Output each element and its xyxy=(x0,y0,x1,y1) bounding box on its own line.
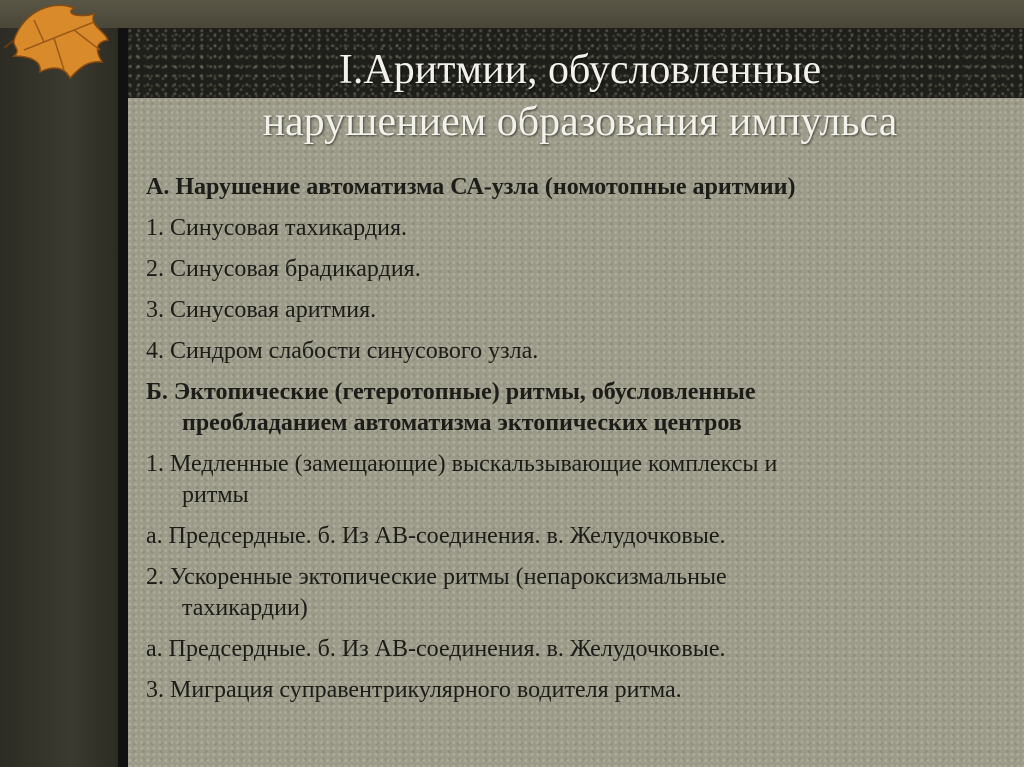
list-item xyxy=(146,213,1006,244)
slide-body xyxy=(146,172,1006,716)
top-strip xyxy=(0,0,1024,28)
list-item-continuation: тахикардии) xyxy=(182,595,308,621)
list-item xyxy=(146,254,1006,285)
list-item-text: 1. Синусовая тахикардия. xyxy=(146,215,408,241)
list-item-text: 1. Медленные (замещающие) выскальзывающие комплексы и xyxy=(146,451,778,477)
list-item-text: а. Предсердные. б. Из АВ-соединения. в. Желудочковые. xyxy=(146,523,726,549)
list-item xyxy=(146,336,1006,367)
list-item xyxy=(146,521,1006,552)
list-item-text: А. Нарушение автоматизма СА-узла (номотопные аритмии) xyxy=(146,174,796,200)
list-item-continuation: преобладанием автоматизма эктопических центров xyxy=(182,410,742,436)
slide-title xyxy=(140,44,1020,148)
list-item-text: а. Предсердные. б. Из АВ-соединения. в. Желудочковые. xyxy=(146,636,726,662)
title-line-1: I.Аритмии, обусловленные xyxy=(338,47,822,93)
autumn-leaf-icon xyxy=(4,0,114,82)
title-line-2: нарушением образования импульса xyxy=(262,99,898,145)
list-item-text: 2. Ускоренные эктопические ритмы (непароксизмальные xyxy=(146,564,727,590)
list-item xyxy=(146,675,1006,706)
list-item-text: 4. Синдром слабости синусового узла. xyxy=(146,338,539,364)
list-item xyxy=(146,449,1006,511)
list-item-continuation: ритмы xyxy=(182,482,249,508)
list-item xyxy=(146,377,1006,439)
left-decor-column xyxy=(0,28,118,767)
list-item-text: 2. Синусовая брадикардия. xyxy=(146,256,421,282)
list-item xyxy=(146,634,1006,665)
list-item xyxy=(146,562,1006,624)
left-column-edge xyxy=(118,28,128,767)
list-item-text: Б. Эктопические (гетеротопные) ритмы, обусловленные xyxy=(146,379,756,405)
list-item xyxy=(146,172,1006,203)
list-item-text: 3. Синусовая аритмия. xyxy=(146,297,377,323)
list-item xyxy=(146,295,1006,326)
list-item-text: 3. Миграция суправентрикулярного водителя ритма. xyxy=(146,677,682,703)
